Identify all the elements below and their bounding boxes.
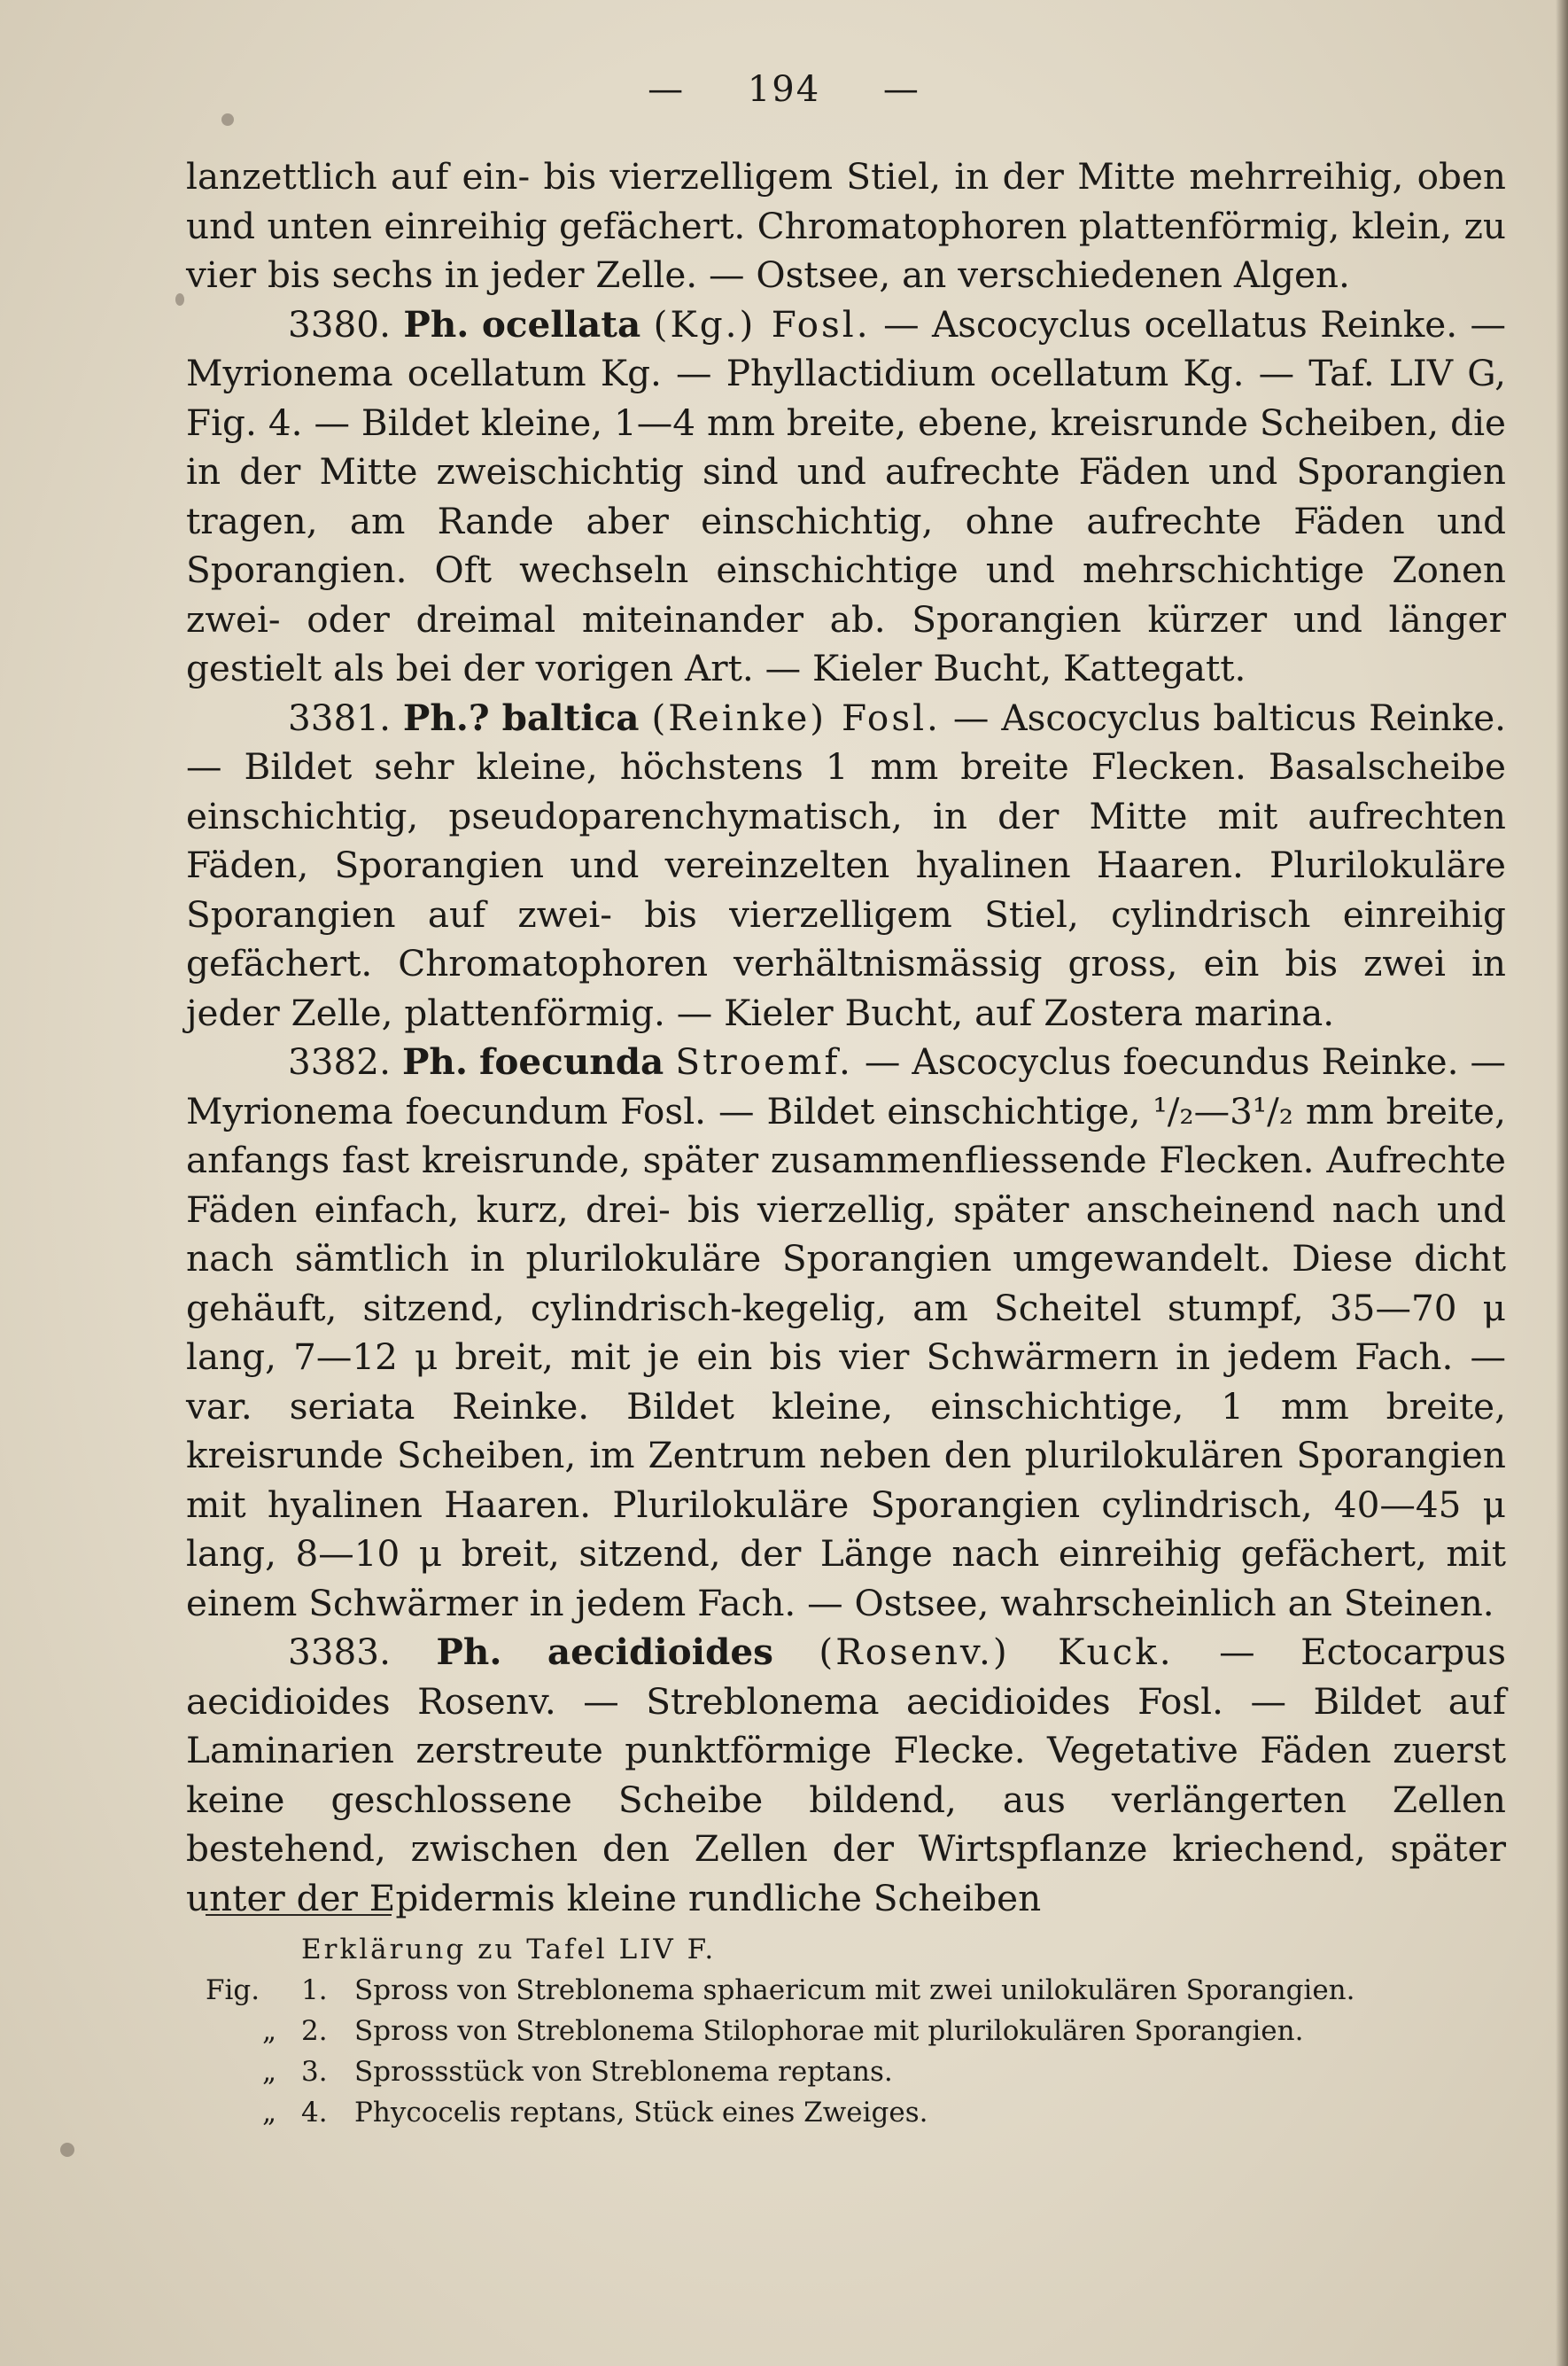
footnote-number: 3. xyxy=(301,2056,328,2088)
footnote-text: Sprossstück von Streblonema reptans. xyxy=(354,2056,893,2088)
page-edge-shadow xyxy=(1556,0,1568,2366)
entry-genus: Ph. xyxy=(401,1040,468,1083)
entry-genus: Ph. xyxy=(436,1631,502,1673)
header-dash-left: — xyxy=(648,69,686,110)
entry-genus: Ph.? xyxy=(402,696,490,739)
footnote-number: 1. xyxy=(301,1974,328,2006)
footnote-label: „ xyxy=(261,2097,276,2129)
entry-number: 3382. xyxy=(288,1040,391,1083)
ink-spot xyxy=(60,2143,74,2157)
footnote-label: „ xyxy=(261,2056,276,2088)
footnote-text: Spross von Streblonema sphaericum mit zwei unilokulären Sporangien. xyxy=(354,1974,1355,2006)
footnote-item xyxy=(206,2011,1508,2051)
footnote-label: „ xyxy=(261,2015,276,2047)
entry-species: ocellata xyxy=(481,302,641,346)
species-entry-3383 xyxy=(186,1628,1506,1923)
footnote-item xyxy=(206,2092,1508,2133)
entry-text: — Ascocyclus ocellatus Reinke. — Myrionema ocellatum Kg. — Phyllactidium ocellatum Kg. — Taf. LIV G, Fig. 4. — Bildet kleine, 1—4 mm breite, ebene, kreisrunde Scheiben, die in der Mitte zweischichtig sind und aufrechte Fäden und Sporangien tragen, am Rande aber einschichtig, ohne aufrechte Fäden und Sporangien. Oft wechseln einschichtige und mehrschichtige Zonen zwei- oder dreimal miteinander ab. Sporangien kürzer und länger gestielt als bei der vorigen Art. — Kieler Bucht, Kattegatt. xyxy=(186,302,1507,689)
footnote-title: Erklärung zu Tafel LIV F. xyxy=(301,1934,717,1965)
paragraph-text: lanzettlich auf ein- bis vierzelligem Stiel, in der Mitte mehrreihig, oben und unten einreihig gefächert. Chromatophoren plattenförmig, klein, zu vier bis sechs in jeder Zelle. — Ostsee, an verschiedenen Algen. xyxy=(186,155,1506,296)
header-dash-right: — xyxy=(882,69,920,110)
entry-text: — Ectocarpus aecidioides Rosenv. — Streblonema aecidioides Fosl. — Bildet auf Laminarien zerstreute punktförmige Flecke. Vegetative Fäden zuerst keine geschlossene Scheibe bildend, aus verlängerten Zellen bestehend, zwischen den Zellen der Wirtspflanze kriechend, später unter der Epidermis kleine rundliche Scheiben xyxy=(186,1631,1507,1919)
footnote-text: Phycocelis reptans, Stück eines Zweiges. xyxy=(354,2097,928,2129)
footnote-number: 4. xyxy=(301,2097,328,2129)
paragraph-continuation xyxy=(186,152,1506,300)
entry-species: aecidioides xyxy=(547,1631,773,1673)
entry-author: (Kg.) Fosl. xyxy=(653,302,871,346)
entry-text: — Ascocyclus balticus Reinke. — Bildet sehr kleine, höchstens 1 mm breite Flecken. Basalscheibe einschichtig, pseudoparenchymatisch, in der Mitte mit aufrechten Fäden, Sporangien und vereinzelten hyalinen Haaren. Plurilokuläre Sporangien auf zwei- bis vierzelligem Stiel, cylindrisch einreihig gefächert. Chromatophoren verhältnismässig gross, ein bis zwei in jeder Zelle, plattenförmig. — Kieler Bucht, auf Zostera marina. xyxy=(186,696,1507,1034)
entry-number: 3383. xyxy=(288,1631,391,1673)
entry-genus: Ph. xyxy=(403,302,470,346)
ink-spot xyxy=(175,293,184,306)
entry-number: 3381. xyxy=(288,696,391,739)
entry-species: foecunda xyxy=(478,1040,664,1083)
main-text xyxy=(186,152,1506,1923)
page-header xyxy=(0,69,1568,110)
ink-spot xyxy=(221,113,234,126)
page-number: 194 xyxy=(747,69,821,110)
entry-author: (Reinke) Fosl. xyxy=(651,696,941,739)
footnote-label: Fig. xyxy=(206,1974,260,2006)
species-entry-3382 xyxy=(186,1038,1506,1628)
footnote-number: 2. xyxy=(301,2015,328,2047)
entry-author: (Rosenv.) Kuck. xyxy=(819,1631,1174,1673)
footnotes xyxy=(206,1929,1508,2133)
entry-text: — Ascocyclus foecundus Reinke. — Myrionema foecundum Fosl. — Bildet einschichtige, ¹/₂—3¹/₂ mm breite, anfangs fast kreisrunde, später zusammenfliessende Flecken. Aufrechte Fäden einfach, kurz, drei- bis vierzellig, später anscheinend nach und nach sämtlich in plurilokuläre Sporangien umgewandelt. Diese dicht gehäuft, sitzend, cylindrisch-kegelig, am Scheitel stumpf, 35—70 μ lang, 7—12 μ breit, mit je ein bis vier Schwärmern in jedem Fach. — var. seriata Reinke. Bildet kleine, einschichtige, 1 mm breite, kreisrunde Scheiben, im Zentrum neben den plurilokulären Sporangien mit hyalinen Haaren. Plurilokuläre Sporangien cylindrisch, 40—45 μ lang, 8—10 μ breit, sitzend, der Länge nach einreihig gefächert, mit einem Schwärmer in jedem Fach. — Ostsee, wahrscheinlich an Steinen. xyxy=(186,1040,1506,1624)
footnote-rule xyxy=(206,1914,392,1916)
species-entry-3380 xyxy=(186,300,1506,694)
footnote-item xyxy=(206,1970,1508,2011)
entry-species: baltica xyxy=(501,696,640,739)
footnote-item xyxy=(206,2051,1508,2092)
species-entry-3381 xyxy=(186,694,1506,1039)
entry-number: 3380. xyxy=(288,302,391,346)
footnote-text: Spross von Streblonema Stilophorae mit plurilokulären Sporangien. xyxy=(354,2015,1304,2047)
entry-author: Stroemf. xyxy=(675,1040,853,1083)
